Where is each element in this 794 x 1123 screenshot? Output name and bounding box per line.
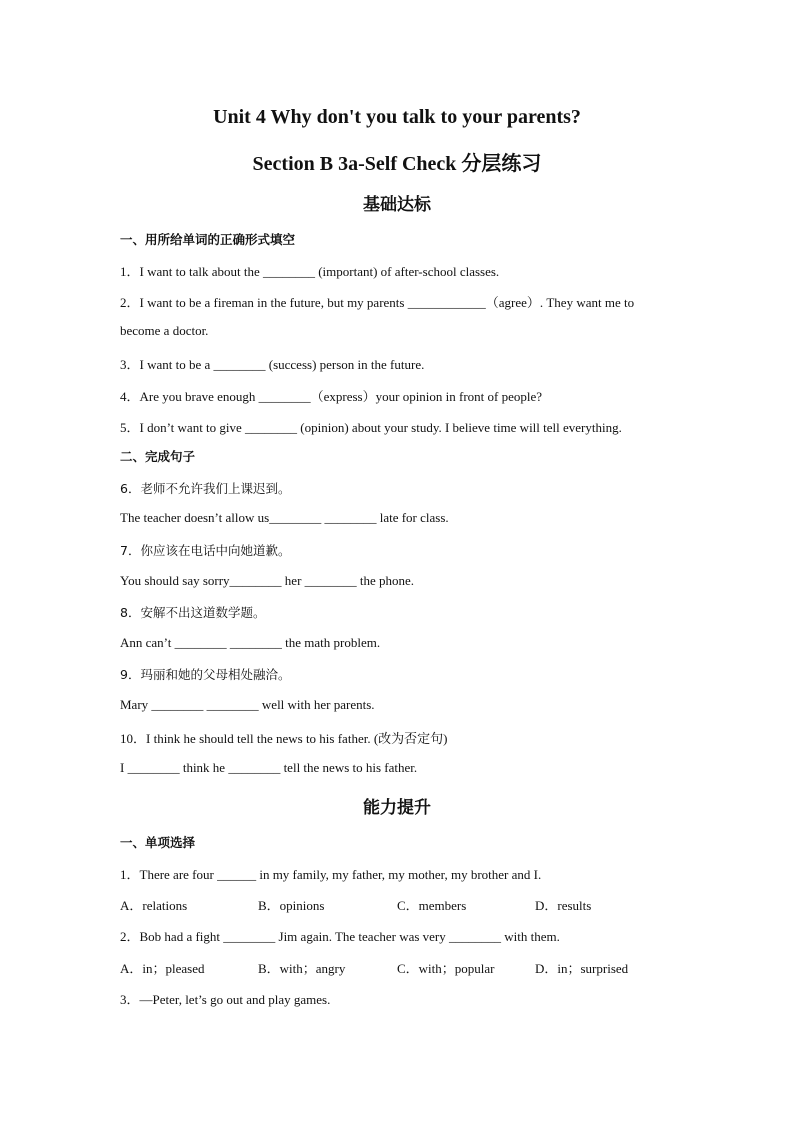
question-9-english: Mary ________ ________ well with her parents. [120,697,375,712]
question-7-chinese: 7．你应该在电话中向她道歉。 [120,543,291,558]
mc-question-2: 2．Bob had a fight ________ Jim again. The teacher was very ________ with them. [120,929,560,944]
question-2-continued: become a doctor. [120,323,209,338]
question-8-chinese: 8．安解不出这道数学题。 [120,605,266,620]
mc2-option-b: B．with；angry [258,961,346,976]
section-header-multiple-choice: 一、单项选择 [120,835,196,850]
question-10-answer: I ________ think he ________ tell the news to his father. [120,760,418,775]
mc1-option-b: B．opinions [258,898,325,913]
unit-title: Unit 4 Why don't you talk to your parents? [213,106,581,128]
question-2: 2．I want to be a fireman in the future, but my parents ____________（agree）. They want me to [120,295,635,310]
mc1-option-a: A．relations [120,898,188,913]
question-4: 4．Are you brave enough ________（express）your opinion in front of people? [120,389,543,404]
section-header-complete-sentences: 二、完成句子 [120,449,196,464]
mc2-option-a: A．in；pleased [120,961,205,976]
question-5: 5．I don’t want to give ________ (opinion) about your study. I believe time will tell everything. [120,420,622,435]
mc1-option-c: C．members [397,898,467,913]
part-heading-basic: 基础达标 [363,195,431,215]
part-heading-advanced: 能力提升 [363,798,431,818]
question-8-english: Ann can’t ________ ________ the math problem. [120,635,381,650]
mc2-option-d: D．in；surprised [535,961,629,976]
section-header-fill-in: 一、用所给单词的正确形式填空 [120,232,296,247]
question-10: 10．I think he should tell the news to his father. (改为否定句) [120,731,448,746]
mc2-option-c: C．with；popular [397,961,495,976]
mc-question-3: 3．—Peter, let’s go out and play games. [120,992,331,1007]
question-6-english: The teacher doesn’t allow us________ ________ late for class. [120,510,449,525]
question-9-chinese: 9．玛丽和她的父母相处融洽。 [120,667,291,682]
question-7-english: You should say sorry________ her ________ the phone. [120,573,415,588]
section-title: Section B 3a-Self Check 分层练习 [252,153,542,175]
question-1: 1．I want to talk about the ________ (important) of after-school classes. [120,264,500,279]
question-6-chinese: 6．老师不允许我们上课迟到。 [120,481,291,496]
question-3: 3．I want to be a ________ (success) person in the future. [120,357,425,372]
mc1-option-d: D．results [535,898,592,913]
mc-question-1: 1．There are four ______ in my family, my father, my mother, my brother and I. [120,867,542,882]
